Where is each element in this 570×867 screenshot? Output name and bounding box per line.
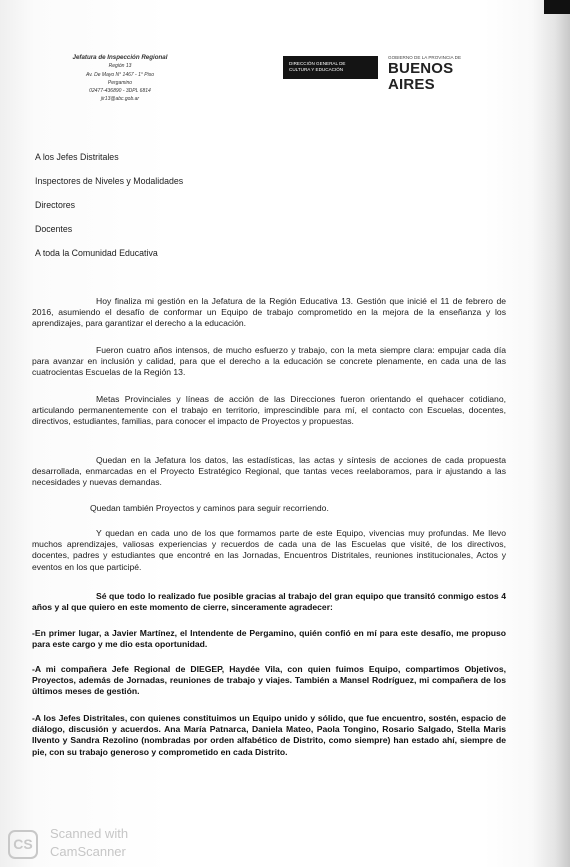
page-edge-shadow (532, 0, 570, 867)
dgce-logo-line: DIRECCIÓN GENERAL DE (289, 61, 346, 66)
watermark-line: CamScanner (50, 844, 126, 859)
paragraph: Quedan también Proyectos y caminos para seguir recorriendo. (90, 503, 329, 513)
paragraph: -A los Jefes Distritales, con quienes constituimos un Equipo unido y sólido, que fue encuentro, sostén, espacio de diálogo, discusión y acuerdos. Ana María Patnarca, Daniela Mateo, Paola Tongino, Rosario Salgado, Stella Maris Ilvento y Sandra Rezolino (nombradas por orden alfabético de Distrito, como siempre) han estado ahí, siempre de pie, con su trabajo generoso y comprometido en cada Distrito. (32, 713, 506, 757)
letterhead-line: jir13@abc.gob.ar (100, 96, 140, 103)
paragraph: -En primer lugar, a Javier Martínez, el Intendente de Pergamino, quién confió en mí para este desafío, me propuso para este cargo y me dio esta oportunidad. (32, 628, 506, 650)
paragraph: Sé que todo lo realizado fue posible gracias al trabajo del gran equipo que transitó conmigo estos 4 años y al que quiero en este momento de cierre, sinceramente agradecer: (32, 591, 506, 613)
letterhead-line: Pergamino (107, 79, 133, 86)
letterhead-line: Región 13 (108, 63, 132, 70)
addressee: Docentes (35, 224, 73, 234)
addressee: Inspectores de Niveles y Modalidades (35, 176, 184, 186)
addressee: A toda la Comunidad Educativa (35, 248, 158, 258)
page-corner (544, 0, 570, 14)
paragraph: Fueron cuatro años intensos, de mucho esfuerzo y trabajo, con la meta siempre clara: empujar cada día para avanzar en inclusión y calidad, para que el derecho a la educación se concrete plenamente, en cada una de las cuatrocientas Escuelas de la Región 13. (32, 345, 506, 378)
letterhead (50, 54, 190, 104)
gba-logo-big: BUENOS AIRES (388, 60, 454, 93)
addressee: Directores (35, 200, 76, 210)
buenos-aires-logo (388, 55, 498, 93)
letterhead-title: Jefatura de Inspección Regional (72, 54, 168, 61)
dgce-logo-line: CULTURA Y EDUCACIÓN (289, 67, 344, 72)
addressee: A los Jefes Distritales (35, 152, 119, 162)
paragraph: Y quedan en cada uno de los que formamos parte de este Equipo, vivencias muy profundas. Me llevo muchos aprendizajes, valiosas experiencias y recuerdos de cada una de las Escuelas que visité, de los directivos, docentes, padres y estudiantes que encontré en las Jornadas, Encuentros Distritales, reuniones institucionales, Actos y eventos en los que participé. (32, 528, 506, 572)
paragraph: -A mi compañera Jefe Regional de DIEGEP, Haydée Vila, con quien fuimos Equipo, compartimos Objetivos, Proyectos, además de Jornadas, reuniones de trabajo y viajes. También a Mansel Rodríguez, mi compañera de los últimos meses de gestión. (32, 664, 506, 697)
gba-logo-small: GOBIERNO DE LA PROVINCIA DE (388, 55, 462, 60)
paragraph: Hoy finaliza mi gestión en la Jefatura de la Región Educativa 13. Gestión que inicié el 11 de febrero de 2016, asumiendo el desafío de conformar un Equipo de trabajo comprometido en la mejora de la enseñanza y los aprendizajes, para garantizar el derecho a la educación. (32, 296, 506, 329)
dgce-logo (283, 56, 378, 79)
paragraph: Metas Provinciales y líneas de acción de las Direcciones fueron orientando el quehacer cotidiano, articulando permanentemente con el trabajo en territorio, imprescindible para mí, el contacto con Escuelas, docentes, directivos, estudiantes, familias, para conocer el impacto de Proyectos y propuestas. (32, 394, 506, 427)
watermark-line: Scanned with (50, 826, 129, 841)
letterhead-line: Av. De Mayo N° 1467 - 1° Piso (85, 71, 154, 78)
camscanner-logo-icon: CS (8, 830, 38, 859)
paragraph: Quedan en la Jefatura los datos, las estadísticas, las actas y síntesis de acciones de cada propuesta desarrollada, enmarcadas en el Proyecto Estratégico Regional, que tantas veces reelaboramos, para ir ajustando a las necesidades y nuevas demandas. (32, 455, 506, 488)
letterhead-line: 02477-436890 - 3DPL 6814 (89, 88, 151, 95)
